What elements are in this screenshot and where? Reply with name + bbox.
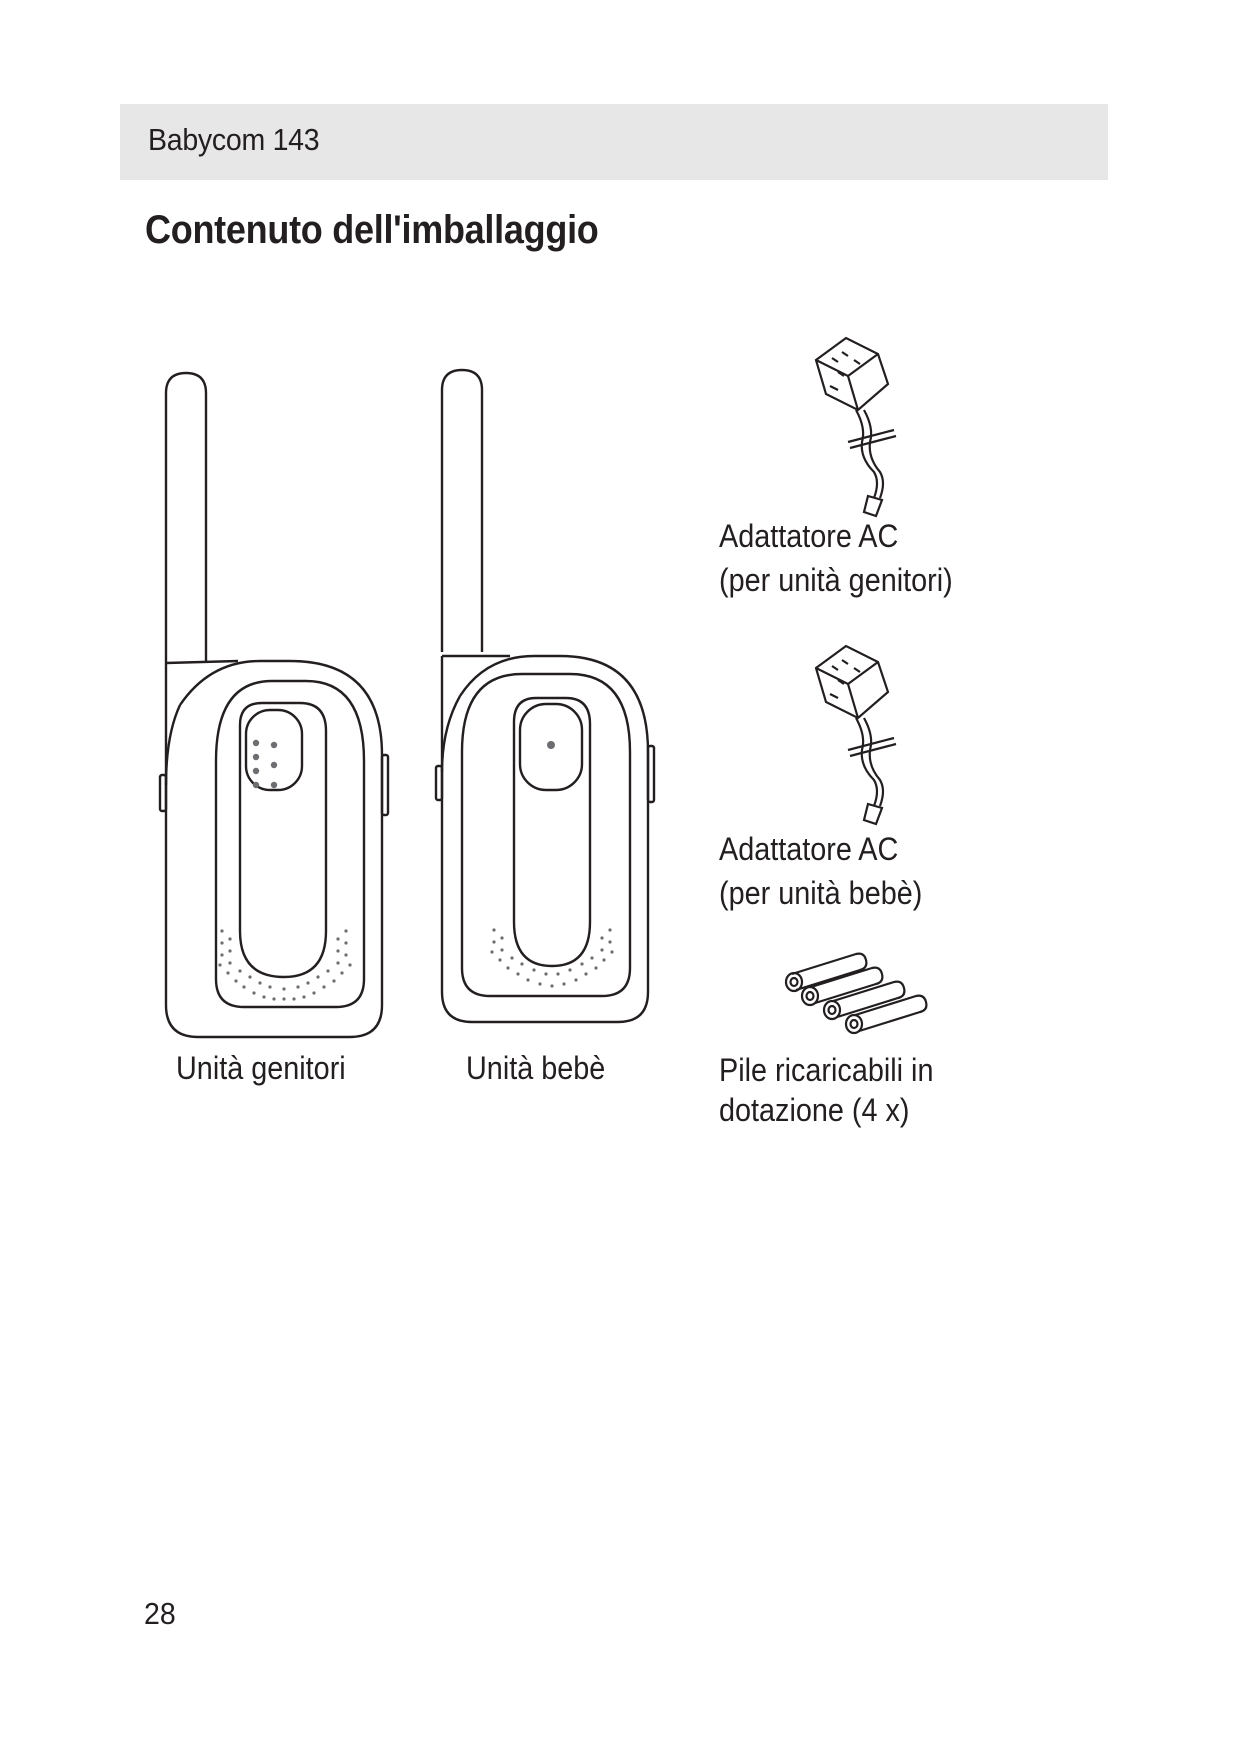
ac-adapter-icon-baby (808, 640, 918, 828)
batteries-line1: Pile ricaricabili in (719, 1052, 934, 1088)
baby-unit-caption: Unità bebè (466, 1050, 606, 1086)
product-name: Babycom 143 (148, 122, 320, 157)
baby-unit-icon (430, 362, 670, 1032)
batteries-line2: dotazione (4 x) (719, 1092, 910, 1128)
parent-unit-caption: Unità genitori (176, 1050, 346, 1086)
page-number: 28 (144, 1596, 176, 1631)
ac-adapter-icon-parent (808, 332, 918, 520)
adapter-baby-caption (719, 827, 922, 915)
batteries-icon (778, 948, 928, 1044)
parent-unit-icon (150, 365, 400, 1045)
batteries-caption (719, 1050, 933, 1130)
adapter-baby-line1: Adattatore AC (719, 831, 899, 867)
adapter-parent-line2: (per unità genitori) (719, 562, 953, 598)
header-band (120, 104, 1108, 180)
adapter-baby-line2: (per unità bebè) (719, 875, 923, 911)
adapter-parent-caption (719, 514, 953, 602)
adapter-parent-line1: Adattatore AC (719, 518, 899, 554)
section-title: Contenuto dell'imballaggio (145, 208, 599, 252)
